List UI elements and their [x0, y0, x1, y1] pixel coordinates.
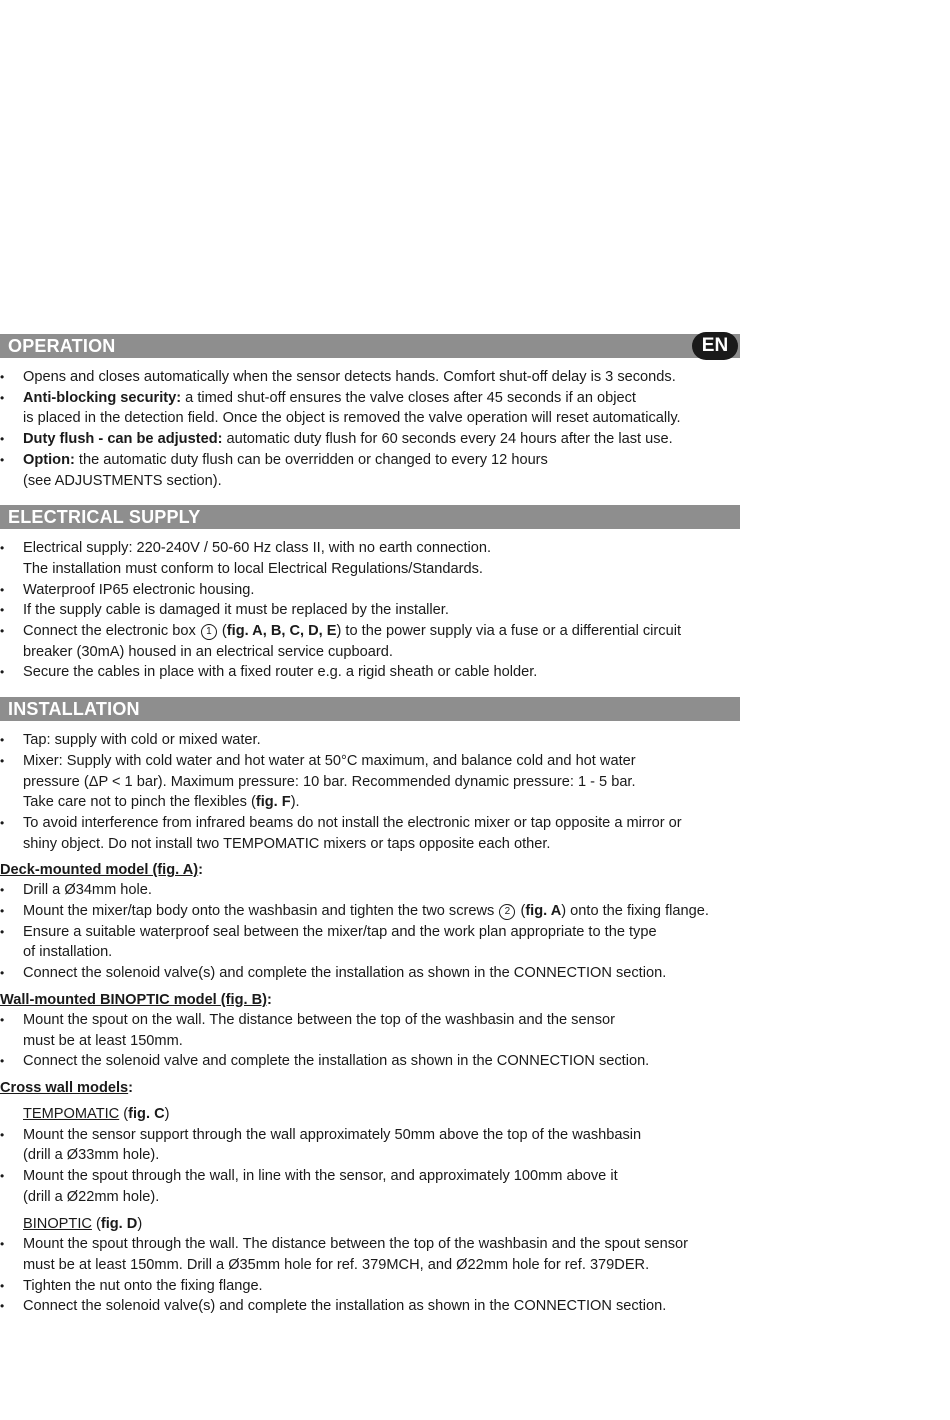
- list-item: • Duty flush - can be adjusted: automatic duty flush for 60 seconds every 24 hours after the last use.: [0, 429, 740, 450]
- operation-list: [0, 367, 740, 491]
- list-item: • Tap: supply with cold or mixed water.: [0, 730, 740, 751]
- binoptic-label: BINOPTIC (fig. D): [23, 1215, 143, 1232]
- wall-mounted-heading: Wall-mounted BINOPTIC model (fig. B):: [0, 991, 272, 1008]
- list-item: • Mount the spout through the wall, in line with the sensor, and approximately 100mm above it (drill a Ø22mm hole).: [0, 1166, 740, 1207]
- list-item: • Tighten the nut onto the fixing flange.: [0, 1276, 740, 1297]
- deck-mounted-list: [0, 880, 740, 984]
- tempomatic-list: [0, 1125, 740, 1208]
- list-item: • Option: the automatic duty flush can be overridden or changed to every 12 hours (see ADJUSTMENTS section).: [0, 450, 740, 491]
- list-item: • Mount the spout on the wall. The distance between the top of the washbasin and the sensor must be at least 150mm.: [0, 1010, 740, 1051]
- binoptic-list: [0, 1234, 740, 1317]
- language-badge: EN: [692, 332, 738, 360]
- figure-reference: fig. F: [255, 794, 291, 811]
- list-item: • To avoid interference from infrared beams do not install the electronic mixer or tap opposite a mirror or shiny object. Do not install two TEMPOMATIC mixers or taps opposite each other.: [0, 813, 740, 854]
- installation-list: [0, 730, 740, 854]
- list-item: • Connect the solenoid valve and complete the installation as shown in the CONNECTION section.: [0, 1051, 740, 1072]
- circled-number-2: 2: [499, 904, 515, 920]
- list-item: • Drill a Ø34mm hole.: [0, 880, 740, 901]
- list-item: • Mixer: Supply with cold water and hot water at 50°C maximum, and balance cold and hot water pressure (ΔP < 1 bar). Maximum pressure: 10 bar. Recommended dynamic pressure: 1 - 5 bar. Take care not to pinch the flexibles (fig. F).: [0, 751, 740, 813]
- list-item: • Mount the mixer/tap body onto the washbasin and tighten the two screws 2 (fig. A) onto the fixing flange.: [0, 901, 740, 922]
- list-item: • Mount the spout through the wall. The distance between the top of the washbasin and the spout sensor must be at least 150mm. Drill a Ø35mm hole for ref. 379MCH, and Ø22mm hole for ref. 379DER.: [0, 1234, 740, 1275]
- list-item: • Connect the solenoid valve(s) and complete the installation as shown in the CONNECTION section.: [0, 1296, 740, 1317]
- cross-wall-heading: Cross wall models:: [0, 1079, 134, 1096]
- figure-reference: fig. A: [525, 903, 562, 920]
- list-item: • Opens and closes automatically when the sensor detects hands. Comfort shut-off delay is 3 seconds.: [0, 367, 740, 388]
- tempomatic-label: TEMPOMATIC (fig. C): [23, 1105, 170, 1122]
- electrical-title: ELECTRICAL SUPPLY: [8, 507, 201, 528]
- list-item: • Secure the cables in place with a fixed router e.g. a rigid sheath or cable holder.: [0, 662, 740, 683]
- installation-title: INSTALLATION: [8, 699, 140, 720]
- deck-mounted-heading: Deck-mounted model (fig. A):: [0, 862, 203, 879]
- operation-section-header: [0, 334, 740, 358]
- electrical-list: [0, 538, 740, 683]
- list-item: • Mount the sensor support through the wall approximately 50mm above the top of the washbasin (drill a Ø33mm hole).: [0, 1125, 740, 1166]
- wall-mounted-list: [0, 1010, 740, 1072]
- list-item: • Waterproof IP65 electronic housing.: [0, 580, 740, 601]
- list-item: • Connect the solenoid valve(s) and complete the installation as shown in the CONNECTION section.: [0, 963, 740, 984]
- operation-title: OPERATION: [8, 336, 116, 356]
- list-item: • If the supply cable is damaged it must be replaced by the installer.: [0, 600, 740, 621]
- list-item: • Anti-blocking security: a timed shut-off ensures the valve closes after 45 seconds if an object is placed in the detection field. Once the object is removed the valve operation will reset automatically.: [0, 388, 740, 429]
- list-item: • Connect the electronic box 1 (fig. A, B, C, D, E) to the power supply via a fuse or a differential circuit breaker (30mA) housed in an electrical service cupboard.: [0, 621, 740, 662]
- circled-number-1: 1: [201, 624, 217, 640]
- installation-section-header: [0, 697, 740, 721]
- electrical-section-header: [0, 505, 740, 529]
- list-item: • Ensure a suitable waterproof seal between the mixer/tap and the work plan appropriate to the type of installation.: [0, 922, 740, 963]
- list-item: • Electrical supply: 220-240V / 50-60 Hz class II, with no earth connection. The installation must conform to local Electrical Regulations/Standards.: [0, 538, 740, 579]
- figure-reference: fig. A, B, C, D, E: [226, 623, 337, 640]
- manual-page: [0, 334, 740, 1317]
